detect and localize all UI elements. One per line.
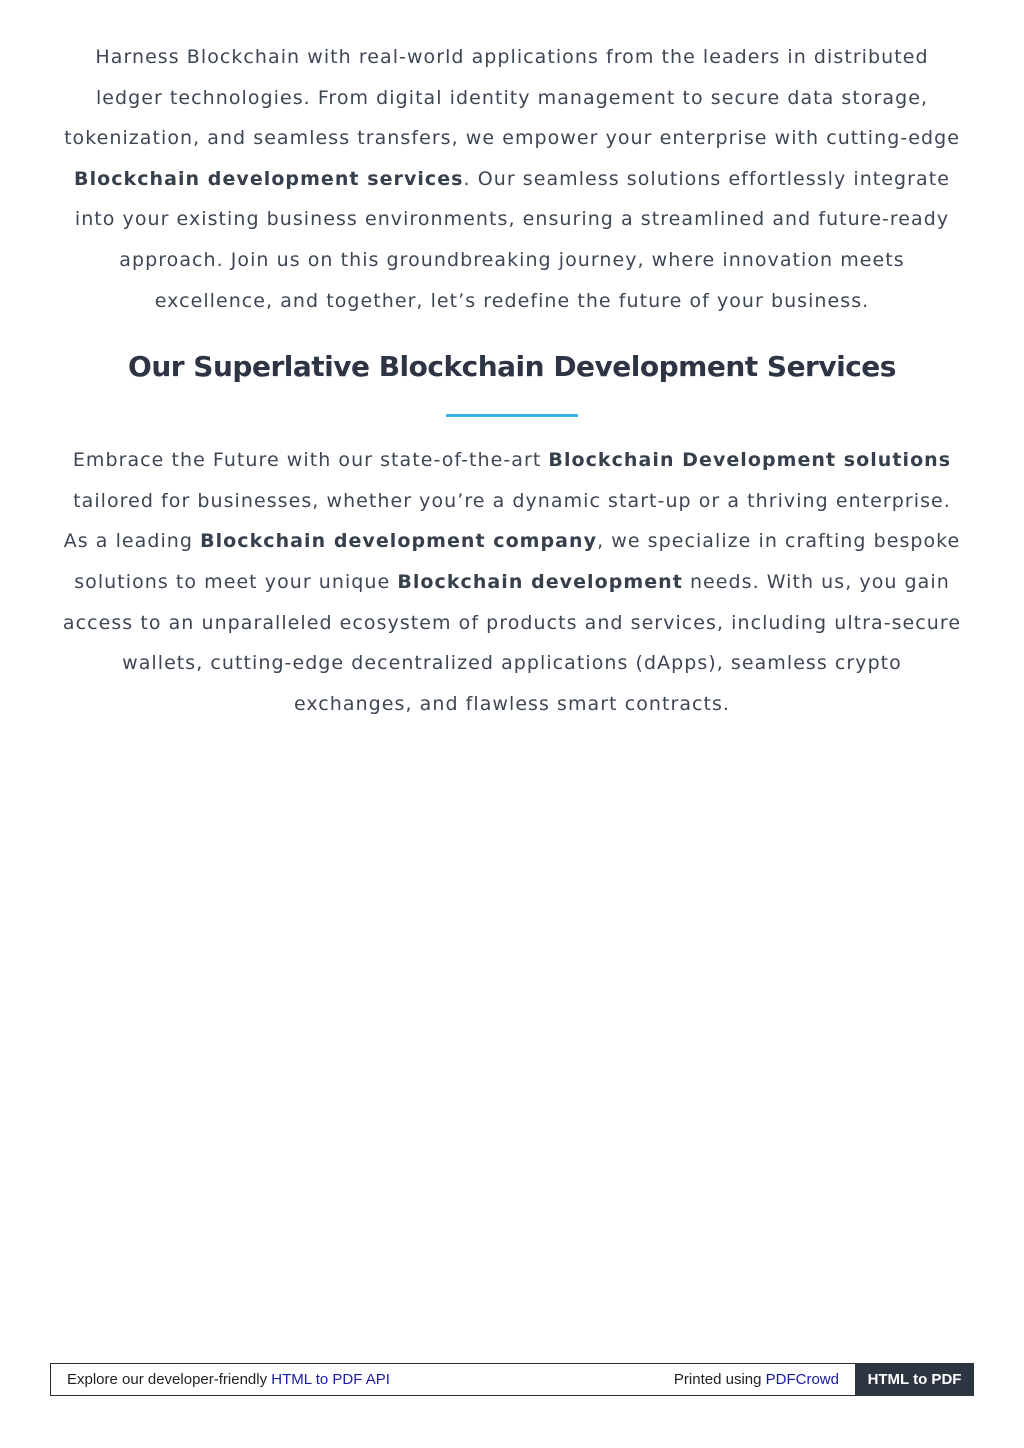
- html-to-pdf-badge[interactable]: HTML to PDF: [855, 1363, 974, 1396]
- html-to-pdf-api-link[interactable]: HTML to PDF API: [271, 1371, 390, 1388]
- intro-text-2: . Our seamless solutions effortlessly integrate into your existing business environments, ensuring a streamlined and future-ready approach. Join us on this groundbreaking journey, where innovation meets excellence, and together, let’s redefine the future of your business.: [74, 167, 950, 312]
- pdfcrowd-link[interactable]: PDFCrowd: [765, 1371, 839, 1388]
- footer-right: [674, 1364, 839, 1395]
- main-content: [62, 37, 962, 724]
- intro-text-1: Harness Blockchain with real-world applications from the leaders in distributed ledger technologies. From digital identity management to secure data storage, tokenization, and seamless transfers, we empower your enterprise with cutting-edge: [64, 46, 960, 150]
- footer-left-text: Explore our developer-friendly: [67, 1371, 272, 1388]
- services-text-4: needs. With us, you gain access to an unparalleled ecosystem of products and services, including ultra-secure wallets, cutting-edge decentralized applications (dApps), seamless crypto exchanges, and flawless smart contracts.: [62, 570, 962, 715]
- services-bold-development: Blockchain development: [397, 570, 683, 593]
- intro-paragraph: [62, 37, 962, 321]
- footer-right-text: Printed using: [673, 1371, 766, 1388]
- services-text-3: , we specialize in crafting bespoke solutions to meet your unique: [74, 530, 961, 593]
- footer-left: [67, 1364, 390, 1395]
- services-text-1: Embrace the Future with our state-of-the-art: [72, 449, 549, 472]
- services-bold-company: Blockchain development company: [200, 530, 598, 553]
- pdf-footer-bar: [50, 1363, 974, 1396]
- title-underline-divider: [446, 414, 578, 417]
- services-bold-solutions: Blockchain Development solutions: [548, 449, 952, 472]
- services-text-2: tailored for businesses, whether you’re a dynamic start-up or a thriving enterprise. As a leading: [63, 489, 951, 553]
- section-title: Our Superlative Blockchain Development Services: [128, 350, 896, 384]
- services-paragraph: [62, 440, 962, 724]
- intro-bold-services: Blockchain development services: [74, 167, 464, 190]
